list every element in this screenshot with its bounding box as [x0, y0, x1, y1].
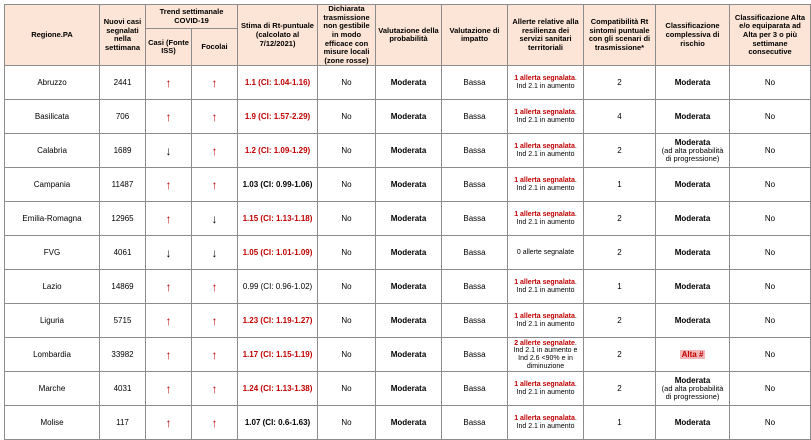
compatibility-cell: 2 — [584, 304, 656, 338]
table-row — [5, 100, 811, 134]
alert-detail: 0 allerte segnalate — [516, 249, 575, 257]
compatibility-cell: 1 — [584, 168, 656, 202]
casi-trend-cell — [146, 372, 192, 406]
alta-3-weeks-cell: No — [730, 338, 811, 372]
impact-cell: Bassa — [442, 372, 508, 406]
region-cell: Emilia-Romagna — [5, 202, 100, 236]
classification-value: Moderata — [674, 137, 711, 147]
rt-cell: 1.05 (CI: 1.01-1.09) — [238, 236, 318, 270]
alert-detail: . Ind 2.1 in aumento — [516, 75, 577, 90]
rt-cell: 1.9 (CI: 1.57-2.29) — [238, 100, 318, 134]
classification-value: Moderata — [674, 112, 711, 122]
header-region: Regione.PA — [5, 5, 100, 66]
compatibility-cell: 2 — [584, 372, 656, 406]
header-alerts: Allerte relative alla resilienza dei servizi sanitari territoriali — [508, 5, 584, 66]
classification-cell — [656, 100, 730, 134]
casi-trend-cell — [146, 168, 192, 202]
dichiarata-cell: No — [318, 236, 376, 270]
compatibility-cell: 1 — [584, 406, 656, 440]
focolai-trend-cell — [192, 202, 238, 236]
classification-cell — [656, 134, 730, 168]
arrow-up-icon: ↑ — [165, 415, 172, 430]
alerts-cell — [508, 270, 584, 304]
alerts-cell — [508, 372, 584, 406]
classification-note: (ad alta probabilità di progressione) — [661, 145, 724, 164]
casi-trend-cell — [146, 134, 192, 168]
classification-cell — [656, 66, 730, 100]
table-row — [5, 66, 811, 100]
arrow-up-icon: ↑ — [165, 381, 172, 396]
compatibility-cell: 1 — [584, 270, 656, 304]
arrow-up-icon: ↑ — [211, 381, 218, 396]
header-compatibility: Compatibilità Rt sintomi puntuale con gli scenari di trasmissione* — [584, 5, 656, 66]
compatibility-cell: 2 — [584, 338, 656, 372]
alerts-cell — [508, 304, 584, 338]
arrow-up-icon: ↑ — [165, 109, 172, 124]
probability-cell: Moderata — [376, 134, 442, 168]
focolai-trend-cell — [192, 66, 238, 100]
rt-cell: 1.23 (CI: 1.19-1.27) — [238, 304, 318, 338]
alert-highlight: 1 allerta segnalata — [514, 313, 575, 321]
region-cell: Molise — [5, 406, 100, 440]
casi-trend-cell — [146, 202, 192, 236]
arrow-up-icon: ↑ — [165, 211, 172, 226]
impact-cell: Bassa — [442, 168, 508, 202]
impact-cell: Bassa — [442, 66, 508, 100]
new-cases-cell: 4061 — [100, 236, 146, 270]
rt-cell: 1.03 (CI: 0.99-1.06) — [238, 168, 318, 202]
header-impact: Valutazione di impatto — [442, 5, 508, 66]
casi-trend-cell — [146, 406, 192, 440]
header-alta-3-weeks: Classificazione Alta e/o equiparata ad Alta per 3 o più settimane consecutive — [730, 5, 811, 66]
arrow-up-icon: ↑ — [165, 279, 172, 294]
alert-detail: . Ind 2.1 in aumento — [516, 313, 577, 328]
compatibility-cell: 2 — [584, 236, 656, 270]
header-probability: Valutazione della probabilità — [376, 5, 442, 66]
table-row — [5, 236, 811, 270]
alerts-cell — [508, 134, 584, 168]
table-row — [5, 134, 811, 168]
probability-cell: Moderata — [376, 100, 442, 134]
classification-value: Moderata — [674, 316, 711, 326]
arrow-down-icon: ↓ — [211, 245, 218, 260]
alert-highlight: 1 allerta segnalata — [514, 177, 575, 185]
header-rt: Stima di Rt-puntuale (calcolato al 7/12/2021) — [238, 5, 318, 66]
probability-cell: Moderata — [376, 202, 442, 236]
dichiarata-cell: No — [318, 100, 376, 134]
casi-trend-cell — [146, 270, 192, 304]
arrow-up-icon: ↑ — [211, 75, 218, 90]
arrow-down-icon: ↓ — [165, 245, 172, 260]
arrow-down-icon: ↓ — [211, 211, 218, 226]
alert-highlight: 1 allerta segnalata — [514, 381, 575, 389]
alta-3-weeks-cell: No — [730, 406, 811, 440]
alert-detail: . Ind 2.1 in aumento — [516, 415, 577, 430]
new-cases-cell: 2441 — [100, 66, 146, 100]
alert-detail: . Ind 2.1 in aumento — [516, 279, 577, 294]
alerts-cell — [508, 338, 584, 372]
alert-detail: . Ind 2.1 in aumento e Ind 2.6 <90% e in diminuzione — [513, 339, 578, 370]
probability-cell: Moderata — [376, 338, 442, 372]
alerts-cell — [508, 406, 584, 440]
dichiarata-cell: No — [318, 270, 376, 304]
probability-cell: Moderata — [376, 372, 442, 406]
header-classification: Classificazione complessiva di rischio — [656, 5, 730, 66]
new-cases-cell: 706 — [100, 100, 146, 134]
dichiarata-cell: No — [318, 304, 376, 338]
alta-3-weeks-cell: No — [730, 202, 811, 236]
classification-cell — [656, 202, 730, 236]
alert-highlight: 1 allerta segnalata — [514, 143, 575, 151]
alert-detail: . Ind 2.1 in aumento — [516, 211, 577, 226]
table-row — [5, 304, 811, 338]
alert-detail: . Ind 2.1 in aumento — [516, 143, 577, 158]
probability-cell: Moderata — [376, 168, 442, 202]
impact-cell: Bassa — [442, 338, 508, 372]
probability-cell: Moderata — [376, 406, 442, 440]
alta-3-weeks-cell: No — [730, 134, 811, 168]
region-cell: Liguria — [5, 304, 100, 338]
rt-cell: 1.07 (CI: 0.6-1.63) — [238, 406, 318, 440]
alert-highlight: 1 allerta segnalata — [514, 279, 575, 287]
focolai-trend-cell — [192, 338, 238, 372]
alerts-cell — [508, 168, 584, 202]
rt-cell: 1.15 (CI: 1.13-1.18) — [238, 202, 318, 236]
classification-value: Moderata — [674, 180, 711, 190]
alert-highlight: 2 allerte segnalate — [514, 339, 575, 347]
alta-3-weeks-cell: No — [730, 100, 811, 134]
alerts-cell — [508, 236, 584, 270]
alert-highlight: 1 allerta segnalata — [514, 109, 575, 117]
arrow-up-icon: ↑ — [211, 109, 218, 124]
alert-highlight: 1 allerta segnalata — [514, 415, 575, 423]
arrow-up-icon: ↑ — [165, 75, 172, 90]
rt-cell: 1.2 (CI: 1.09-1.29) — [238, 134, 318, 168]
new-cases-cell: 117 — [100, 406, 146, 440]
alert-detail: . Ind 2.1 in aumento — [516, 381, 577, 396]
classification-cell — [656, 304, 730, 338]
new-cases-cell: 14869 — [100, 270, 146, 304]
region-cell: Abruzzo — [5, 66, 100, 100]
rt-cell: 0.99 (CI: 0.96-1.02) — [238, 270, 318, 304]
alerts-cell — [508, 100, 584, 134]
classification-value: Moderata — [674, 282, 711, 292]
classification-cell — [656, 168, 730, 202]
header-trend: Trend settimanale COVID-19 — [146, 5, 238, 29]
rt-cell: 1.1 (CI: 1.04-1.16) — [238, 66, 318, 100]
arrow-up-icon: ↑ — [165, 177, 172, 192]
rt-cell: 1.24 (CI: 1.13-1.38) — [238, 372, 318, 406]
header-dichiarata: Dichiarata trasmissione non gestibile in modo efficace con misure locali (zone rosse) — [318, 5, 376, 66]
classification-cell — [656, 236, 730, 270]
alta-3-weeks-cell: No — [730, 66, 811, 100]
rt-cell: 1.17 (CI: 1.15-1.19) — [238, 338, 318, 372]
probability-cell: Moderata — [376, 66, 442, 100]
classification-cell — [656, 372, 730, 406]
compatibility-cell: 2 — [584, 202, 656, 236]
dichiarata-cell: No — [318, 66, 376, 100]
table-row — [5, 168, 811, 202]
casi-trend-cell — [146, 338, 192, 372]
casi-trend-cell — [146, 100, 192, 134]
dichiarata-cell: No — [318, 406, 376, 440]
arrow-up-icon: ↑ — [211, 279, 218, 294]
compatibility-cell: 4 — [584, 100, 656, 134]
classification-cell — [656, 270, 730, 304]
table-body — [5, 66, 811, 440]
table-row — [5, 202, 811, 236]
probability-cell: Moderata — [376, 236, 442, 270]
classification-cell — [656, 338, 730, 372]
alta-3-weeks-cell: No — [730, 304, 811, 338]
new-cases-cell: 5715 — [100, 304, 146, 338]
arrow-up-icon: ↑ — [165, 313, 172, 328]
risk-table — [4, 4, 811, 440]
impact-cell: Bassa — [442, 304, 508, 338]
probability-cell: Moderata — [376, 270, 442, 304]
compatibility-cell: 2 — [584, 66, 656, 100]
focolai-trend-cell — [192, 270, 238, 304]
focolai-trend-cell — [192, 236, 238, 270]
probability-cell: Moderata — [376, 304, 442, 338]
alerts-cell — [508, 202, 584, 236]
header-casi: Casi (Fonte ISS) — [146, 29, 192, 66]
impact-cell: Bassa — [442, 270, 508, 304]
alerts-cell — [508, 66, 584, 100]
table-row — [5, 406, 811, 440]
arrow-up-icon: ↑ — [211, 143, 218, 158]
classification-cell — [656, 406, 730, 440]
classification-value: Moderata — [674, 248, 711, 258]
table-row — [5, 338, 811, 372]
alert-detail: . Ind 2.1 in aumento — [516, 177, 577, 192]
new-cases-cell: 1689 — [100, 134, 146, 168]
new-cases-cell: 11487 — [100, 168, 146, 202]
region-cell: Marche — [5, 372, 100, 406]
classification-value: Moderata — [674, 418, 711, 428]
header-new-cases: Nuovi casi segnalati nella settimana — [100, 5, 146, 66]
casi-trend-cell — [146, 66, 192, 100]
dichiarata-cell: No — [318, 372, 376, 406]
region-cell: Basilicata — [5, 100, 100, 134]
classification-value: Moderata — [674, 214, 711, 224]
header-focolai: Focolai — [192, 29, 238, 66]
dichiarata-cell: No — [318, 338, 376, 372]
classification-value: Moderata — [674, 375, 711, 385]
new-cases-cell: 4031 — [100, 372, 146, 406]
region-cell: FVG — [5, 236, 100, 270]
classification-note: (ad alta probabilità di progressione) — [661, 383, 724, 402]
impact-cell: Bassa — [442, 202, 508, 236]
classification-value: Moderata — [674, 78, 711, 88]
arrow-up-icon: ↑ — [211, 177, 218, 192]
alert-detail: . Ind 2.1 in aumento — [516, 109, 577, 124]
impact-cell: Bassa — [442, 236, 508, 270]
casi-trend-cell — [146, 304, 192, 338]
impact-cell: Bassa — [442, 134, 508, 168]
classification-alta: Alta # — [681, 350, 704, 360]
focolai-trend-cell — [192, 304, 238, 338]
risk-table-container — [4, 4, 806, 430]
arrow-up-icon: ↑ — [211, 415, 218, 430]
focolai-trend-cell — [192, 100, 238, 134]
dichiarata-cell: No — [318, 168, 376, 202]
alta-3-weeks-cell: No — [730, 236, 811, 270]
alert-highlight: 1 allerta segnalata — [514, 211, 575, 219]
alert-highlight: 1 allerta segnalata — [514, 75, 575, 83]
dichiarata-cell: No — [318, 202, 376, 236]
new-cases-cell: 33982 — [100, 338, 146, 372]
focolai-trend-cell — [192, 406, 238, 440]
impact-cell: Bassa — [442, 406, 508, 440]
alta-3-weeks-cell: No — [730, 270, 811, 304]
new-cases-cell: 12965 — [100, 202, 146, 236]
arrow-down-icon: ↓ — [165, 143, 172, 158]
arrow-up-icon: ↑ — [165, 347, 172, 362]
compatibility-cell: 2 — [584, 134, 656, 168]
region-cell: Calabria — [5, 134, 100, 168]
region-cell: Campania — [5, 168, 100, 202]
region-cell: Lazio — [5, 270, 100, 304]
table-row — [5, 270, 811, 304]
casi-trend-cell — [146, 236, 192, 270]
focolai-trend-cell — [192, 372, 238, 406]
focolai-trend-cell — [192, 134, 238, 168]
alta-3-weeks-cell: No — [730, 168, 811, 202]
focolai-trend-cell — [192, 168, 238, 202]
dichiarata-cell: No — [318, 134, 376, 168]
arrow-up-icon: ↑ — [211, 347, 218, 362]
region-cell: Lombardia — [5, 338, 100, 372]
table-row — [5, 372, 811, 406]
alta-3-weeks-cell: No — [730, 372, 811, 406]
impact-cell: Bassa — [442, 100, 508, 134]
arrow-up-icon: ↑ — [211, 313, 218, 328]
